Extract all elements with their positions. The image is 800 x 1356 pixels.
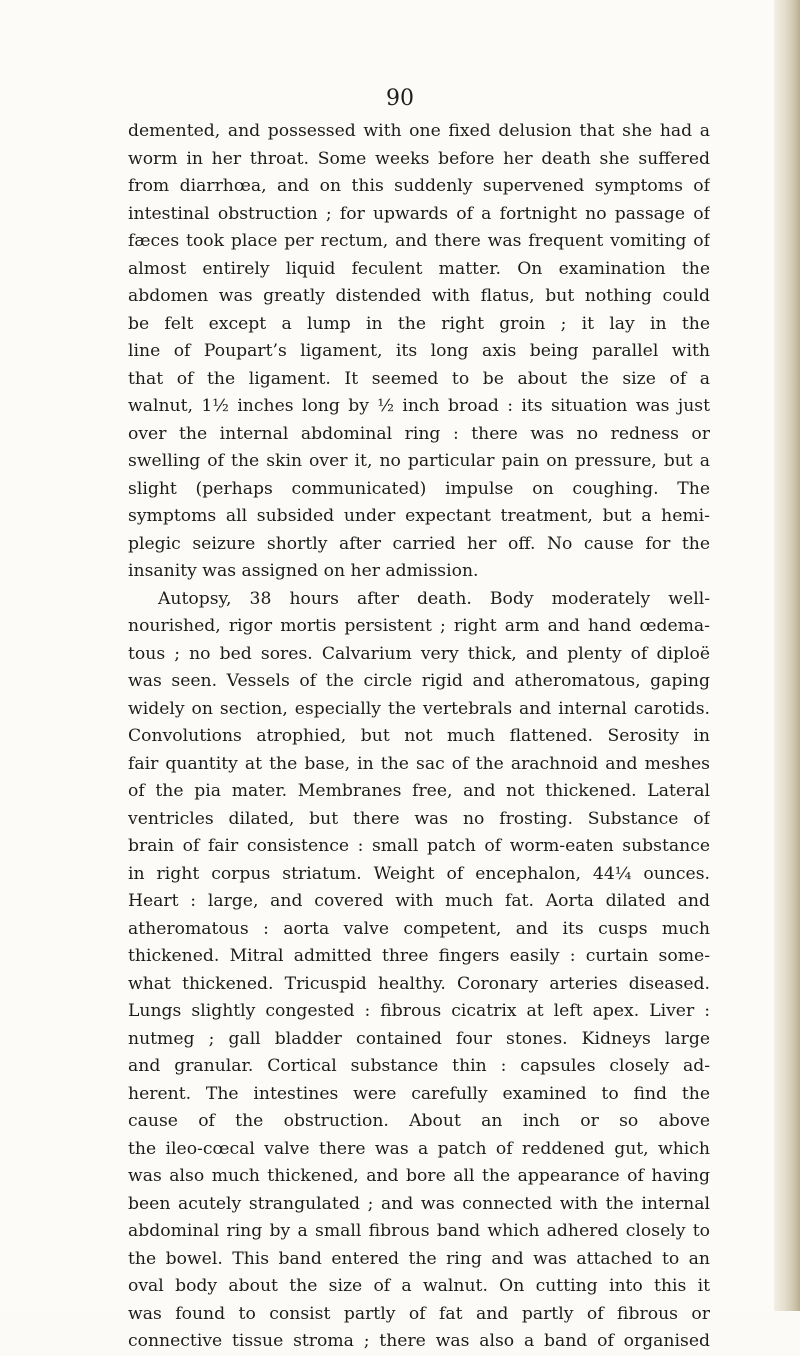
text-line: worm in her throat. Some weeks before her death she suffered: [128, 148, 710, 169]
text-line: and granular. Cortical substance thin : capsules closely ad-: [128, 1056, 710, 1076]
text-line: Autopsy, 38 hours after death. Body moderately well-: [158, 588, 710, 609]
text-line: brain of fair consistence : small patch of worm-eaten substance: [128, 836, 710, 856]
text-line: nutmeg ; gall bladder contained four stones. Kidneys large: [128, 1028, 710, 1049]
text-line: walnut, 1½ inches long by ½ inch broad : its situation was just: [128, 396, 710, 416]
text-line: widely on section, especially the vertebrals and internal carotids.: [128, 698, 710, 719]
text-line: in right corpus striatum. Weight of encephalon, 44¼ ounces.: [128, 863, 710, 884]
text-line: fæces took place per rectum, and there was frequent vomiting of: [128, 231, 710, 251]
text-line: swelling of the skin over it, no particular pain on pressure, but a: [128, 451, 710, 471]
text-line: atheromatous : aorta valve competent, and its cusps much: [128, 918, 710, 939]
text-line: the bowel. This band entered the ring and was attached to an: [128, 1248, 710, 1269]
text-line: demented, and possessed with one fixed delusion that she had a: [128, 121, 710, 141]
text-line: line of Poupart’s ligament, its long axis being parallel with: [128, 341, 710, 361]
text-line: of the pia mater. Membranes free, and not thickened. Lateral: [128, 781, 710, 801]
text-line: over the internal abdominal ring : there was no redness or: [128, 423, 710, 444]
text-line: Convolutions atrophied, but not much flattened. Serosity in: [128, 726, 710, 746]
page-number: 90: [386, 86, 414, 111]
text-line: that of the ligament. It seemed to be about the size of a: [128, 368, 710, 389]
text-line: thickened. Mitral admitted three fingers easily : curtain some-: [128, 946, 710, 966]
page-edge-shadow: [774, 0, 800, 1311]
text-line: plegic seizure shortly after carried her off. No cause for the: [128, 533, 710, 554]
text-line: connective tissue stroma ; there was also a band of organised: [128, 1331, 710, 1351]
text-line: ventricles dilated, but there was no frosting. Substance of: [128, 808, 710, 829]
text-line: abdominal ring by a small fibrous band which adhered closely to: [128, 1221, 710, 1241]
text-line: slight (perhaps communicated) impulse on coughing. The: [128, 478, 710, 499]
text-line: was also much thickened, and bore all the appearance of having: [128, 1166, 710, 1186]
text-line: be felt except a lump in the right groin ; it lay in the: [128, 313, 710, 334]
text-line: almost entirely liquid feculent matter. On examination the: [128, 258, 710, 279]
text-line: what thickened. Tricuspid healthy. Coronary arteries diseased.: [128, 973, 710, 994]
text-line: cause of the obstruction. About an inch or so above: [128, 1111, 710, 1131]
text-line: abdomen was greatly distended with flatus, but nothing could: [128, 286, 710, 306]
text-line: fair quantity at the base, in the sac of the arachnoid and meshes: [128, 753, 710, 774]
text-line: insanity was assigned on her admission.: [128, 561, 479, 581]
text-line: Heart : large, and covered with much fat. Aorta dilated and: [128, 891, 710, 911]
text-line: was seen. Vessels of the circle rigid and atheromatous, gaping: [128, 671, 710, 691]
body-text: [128, 118, 710, 1356]
text-line: from diarrhœa, and on this suddenly supervened symptoms of: [128, 176, 710, 196]
text-line: Lungs slightly congested : fibrous cicatrix at left apex. Liver :: [128, 1001, 710, 1021]
text-line: intestinal obstruction ; for upwards of a fortnight no passage of: [128, 203, 710, 224]
text-line: symptoms all subsided under expectant treatment, but a hemi-: [128, 506, 710, 526]
text-line: tous ; no bed sores. Calvarium very thick, and plenty of diploë: [128, 643, 710, 664]
text-line: been acutely strangulated ; and was connected with the internal: [128, 1193, 710, 1214]
text-line: was found to consist partly of fat and partly of fibrous or: [128, 1303, 710, 1324]
text-line: the ileo-cœcal valve there was a patch of reddened gut, which: [128, 1138, 710, 1159]
text-line: herent. The intestines were carefully examined to find the: [128, 1083, 710, 1104]
text-line: nourished, rigor mortis persistent ; right arm and hand œdema-: [128, 616, 710, 636]
text-line: oval body about the size of a walnut. On cutting into this it: [128, 1276, 710, 1296]
